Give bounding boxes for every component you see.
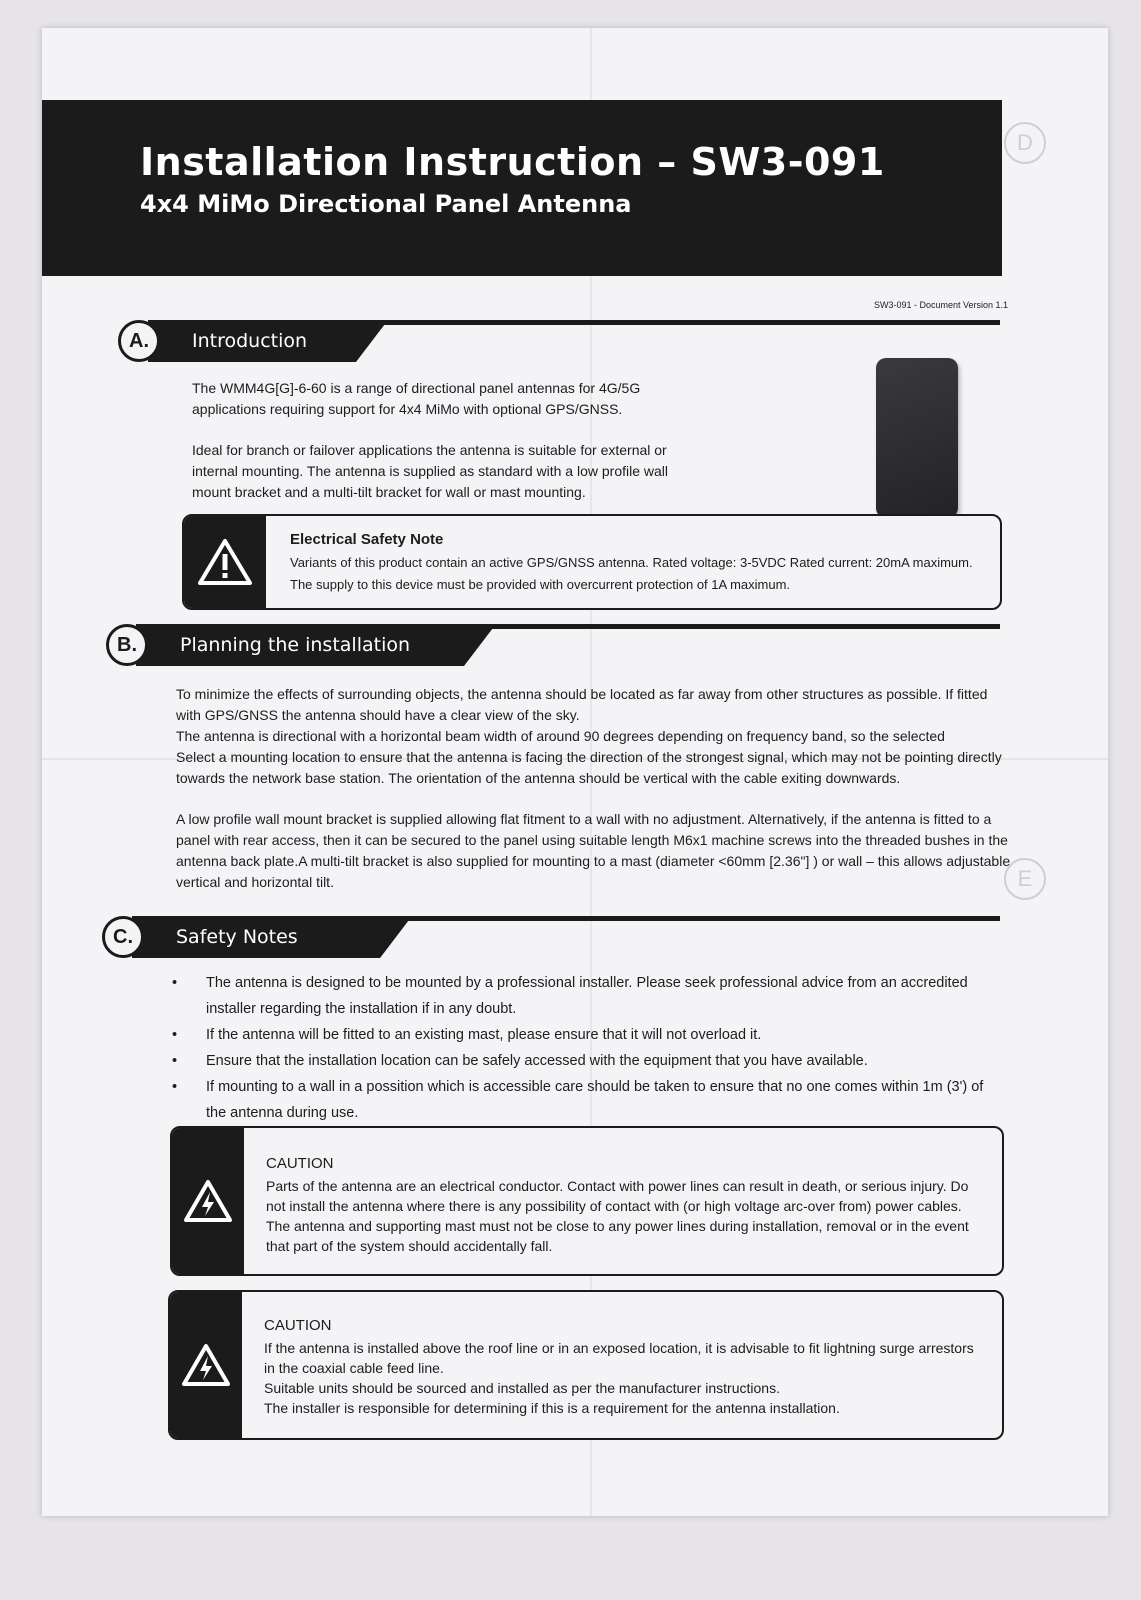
page-subtitle: 4x4 MiMo Directional Panel Antenna: [140, 190, 632, 218]
planning-paragraph-4: A low profile wall mount bracket is supplied allowing flat fitment to a wall with no adjustment. Alternatively, if the antenna is fitted to a panel with rear access, then it can be secured to the panel using suitable length M6x1 machine screws into the threaded bushes in the antenna back plate.A multi-tilt bracket is also supplied for mounting to a mast (diameter <60mm [2.36"] ) or wall – this allows adjustable vertical and horizontal tilt.: [176, 811, 1011, 890]
planning-paragraph-1: To minimize the effects of surrounding objects, the antenna should be located as far away from other structures as possible. If fitted with GPS/GNSS the antenna should have a clear view of the sky.: [176, 686, 988, 723]
section-a-title: Introduction: [192, 330, 308, 352]
section-b-body: [176, 684, 1012, 893]
caution-line-2: Suitable units should be sourced and installed as per the manufacturer instructions.: [264, 1380, 780, 1396]
caution-box-lightning: [168, 1290, 1004, 1440]
corner-mark-d: D: [1004, 122, 1046, 164]
caution-box-power-lines: [170, 1126, 1004, 1276]
caution-heading: CAUTION: [266, 1155, 334, 1172]
page-title: Installation Instruction – SW3-091: [140, 140, 885, 184]
antenna-product-image: [876, 358, 958, 518]
electrical-safety-note-heading: Electrical Safety Note: [290, 531, 444, 548]
section-a-body: [192, 378, 692, 503]
electrical-safety-note-box: [182, 514, 1002, 610]
list-item: • If mounting to a wall in a possition which is accessible care should be taken to ensure that no one comes within 1m (3') of the antenna during use.: [172, 1074, 1002, 1126]
electrical-safety-note-text: Variants of this product contain an active GPS/GNSS antenna. Rated voltage: 3-5VDC Rated current: 20mA maximum. The supply to this device must be provided with overcurrent protection of 1A maximum.: [290, 555, 973, 592]
caution-text: Parts of the antenna are an electrical conductor. Contact with power lines can result in death, or serious injury. Do not install the antenna where there is any possibility of contact with (or high voltage arc-over from) power cables. The antenna and supporting mast must not be close to any power lines during installation, removal or in the event that part of the system should accidentally fall.: [266, 1178, 969, 1254]
section-b-title: Planning the installation: [180, 634, 411, 656]
caution-line-1: If the antenna is installed above the roof line or in an exposed location, it is advisable to fit lightning surge arrestors in the coaxial cable feed line.: [264, 1340, 974, 1376]
document-version: SW3-091 - Document Version 1.1: [874, 300, 1009, 310]
section-c-letter: C.: [102, 916, 144, 958]
high-voltage-icon: [182, 1178, 234, 1224]
section-c-header: [102, 916, 1000, 958]
section-a-letter: A.: [118, 320, 160, 362]
caution-line-3: The installer is responsible for determining if this is a requirement for the antenna installation.: [264, 1400, 840, 1416]
warning-icon: [196, 537, 254, 587]
section-c-title: Safety Notes: [176, 926, 298, 948]
planning-paragraph-2: The antenna is directional with a horizontal beam width of around 90 degrees depending on frequency band, so the selected: [176, 728, 945, 744]
intro-paragraph-1: The WMM4G[G]-6-60 is a range of directional panel antennas for 4G/5G applications requiring support for 4x4 MiMo with optional GPS/GNSS.: [192, 380, 641, 417]
planning-paragraph-3: Select a mounting location to ensure that the antenna is facing the direction of the strongest signal, which may not be pointing directly towards the network base station. The orientation of the antenna should be vertical with the cable exiting downwards.: [176, 749, 1002, 786]
section-b-header: [106, 624, 1000, 666]
section-a-header: [118, 320, 1000, 362]
safety-notes-list: [172, 970, 1002, 1126]
list-item: • Ensure that the installation location can be safely accessed with the equipment that you have available.: [172, 1048, 1002, 1074]
intro-paragraph-2: Ideal for branch or failover applications the antenna is suitable for external or internal mounting. The antenna is supplied as standard with a low profile wall mount bracket and a multi-tilt bracket for wall or mast mounting.: [192, 442, 669, 500]
list-item: • The antenna is designed to be mounted by a professional installer. Please seek professional advice from an accredited installer regarding the installation if in any doubt.: [172, 970, 1002, 1022]
list-item: • If the antenna will be fitted to an existing mast, please ensure that it will not overload it.: [172, 1022, 1002, 1048]
section-b-letter: B.: [106, 624, 148, 666]
caution-heading: CAUTION: [264, 1317, 332, 1334]
corner-mark-e: E: [1004, 858, 1046, 900]
high-voltage-icon: [180, 1342, 232, 1388]
instruction-sheet: [42, 28, 1108, 1516]
header-banner: [42, 100, 1002, 276]
